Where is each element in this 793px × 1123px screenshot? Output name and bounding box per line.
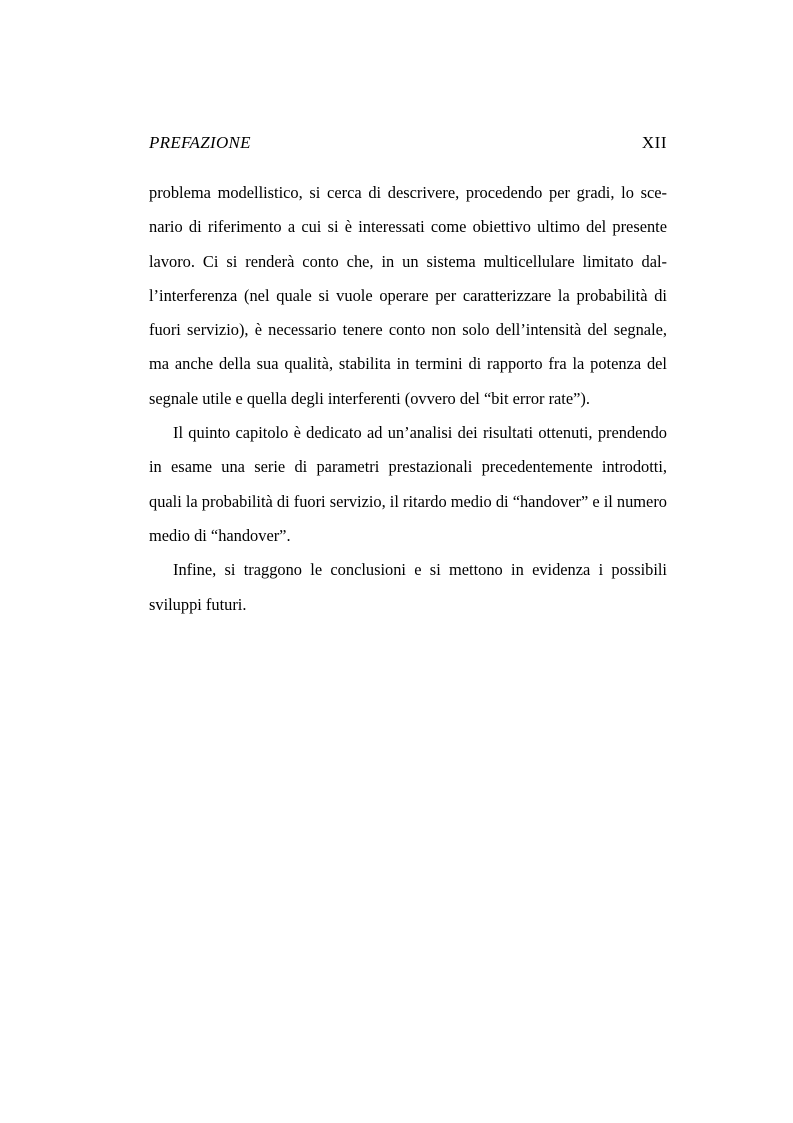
text-line: in esame una serie di parametri prestazionali precedentemente introdotti, [149,457,667,477]
text-line: Il quinto capitolo è dedicato ad un’analisi dei risultati ottenuti, prendendo [173,423,667,443]
text-line: fuori servizio), è necessario tenere conto non solo dell’intensità del segnale, [149,320,667,340]
text-line: nario di riferimento a cui si è interessati come obiettivo ultimo del presente [149,217,667,237]
text-line: medio di “handover”. [149,525,291,545]
text-line: l’interferenza (nel quale si vuole operare per caratterizzare la probabilità di [149,285,667,305]
text-line: ma anche della sua qualità, stabilita in termini di rapporto fra la potenza del [149,354,667,374]
text-line: sviluppi futuri. [149,594,247,614]
paragraph-3 [149,553,667,622]
text-line: Infine, si traggono le conclusioni e si mettono in evidenza i possibili [173,560,667,580]
paragraph-2 [149,416,667,553]
text-line: segnale utile e quella degli interferenti (ovvero del “bit error rate”). [149,388,590,408]
chapter-title: PREFAZIONE [149,133,251,152]
text-line: lavoro. Ci si renderà conto che, in un sistema multicellulare limitato dal- [149,251,667,271]
text-line: quali la probabilità di fuori servizio, il ritardo medio di “handover” e il numero [149,491,667,511]
page-number: XII [641,133,667,152]
running-header [149,131,667,155]
body-text [149,176,667,622]
text-line: problema modellistico, si cerca di descrivere, procedendo per gradi, lo sce- [149,183,667,202]
paragraph-1 [149,176,667,416]
